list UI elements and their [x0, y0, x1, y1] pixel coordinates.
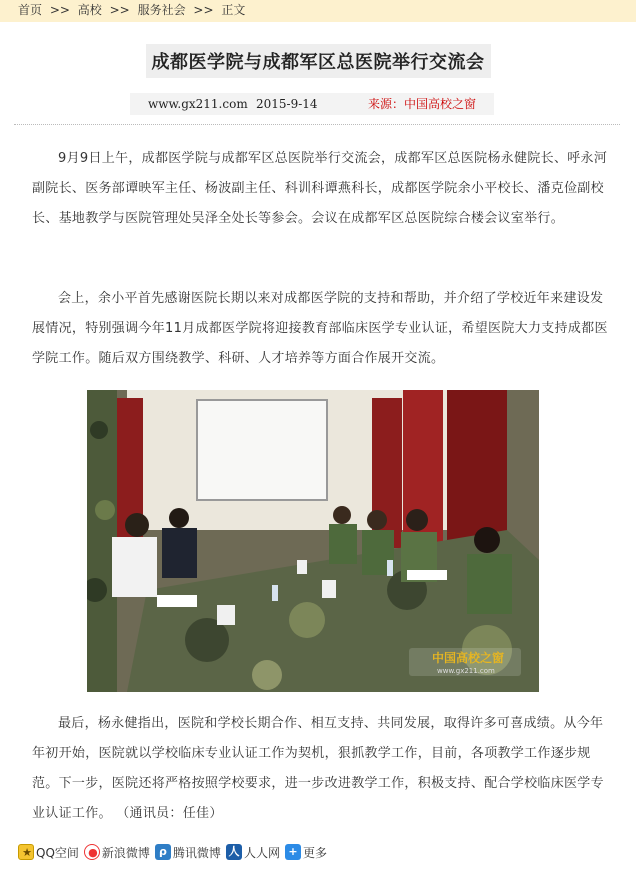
share-bar: [18, 842, 332, 862]
article-paragraph-3: 最后，杨永健指出，医院和学校长期合作、相互支持、共同发展，取得许多可喜成绩。从今年年初开始，医院就以学校临床专业认证工作为契机，狠抓教学工作，目前，各项教学工作逐步规范。下一步，医院还将严格按照学校要求，进一步改进教学工作，积极支持、配合学校临床医学专业认证工作。 （通讯员：任佳）: [32, 716, 604, 821]
qzone-icon: ★: [18, 844, 34, 860]
article-site: www.gx211.com: [148, 97, 248, 111]
article-paragraph-1: 9月9日上午，成都医学院与成都军区总医院举行交流会，成都军区总医院杨永健院长、呼永河副院长、医务部谭映军主任、杨波副主任、科训科谭燕科长，成都医学院余小平校长、潘克俭副校长、基地教学与医院管理处吴泽全处长等参会。会议在成都军区总医院综合楼会议室举行。: [32, 151, 608, 226]
share-label: 腾讯微博: [172, 845, 221, 860]
share-label: 更多: [302, 845, 327, 860]
renren-icon: 人: [226, 844, 242, 860]
sina-weibo-icon: ●: [84, 844, 100, 860]
tencent-weibo-icon: ρ: [155, 844, 171, 860]
more-icon: +: [285, 844, 301, 860]
title-container: [0, 44, 636, 78]
breadcrumb-current: 正文: [221, 3, 246, 17]
meeting-photo-illustration: [87, 390, 539, 692]
breadcrumb: [0, 0, 636, 22]
share-more[interactable]: [285, 844, 327, 861]
breadcrumb-colleges[interactable]: 高校: [77, 3, 102, 17]
share-qzone[interactable]: [18, 844, 79, 861]
share-renren[interactable]: [226, 844, 280, 861]
breadcrumb-social-service[interactable]: 服务社会: [137, 3, 186, 17]
share-tencent-weibo[interactable]: [155, 844, 221, 861]
share-label: QQ空间: [36, 845, 79, 860]
photo-watermark: 中国高校之窗: [432, 651, 505, 665]
article-photo: [87, 390, 539, 692]
article-date: 2015-9-14: [256, 97, 318, 111]
article-source: 来源：中国高校之窗: [368, 97, 477, 111]
share-sina-weibo[interactable]: [84, 844, 150, 861]
breadcrumb-separator: >>: [109, 3, 130, 17]
breadcrumb-separator: >>: [49, 3, 70, 17]
share-label: 人人网: [243, 845, 280, 860]
article-paragraph-2: 会上，余小平首先感谢医院长期以来对成都医学院的支持和帮助，并介绍了学校近年来建设发展情况，特别强调今年11月成都医学院将迎接教育部临床医学专业认证，希望医院大力支持成都医学院工作。随后双方围绕教学、科研、人才培养等方面合作展开交流。: [32, 291, 608, 366]
breadcrumb-home[interactable]: 首页: [18, 3, 43, 17]
divider: [14, 124, 620, 125]
share-label: 新浪微博: [101, 845, 150, 860]
article-meta: [130, 93, 494, 115]
page-title: 成都医学院与成都军区总医院举行交流会: [146, 44, 491, 78]
photo-watermark-url: www.gx211.com: [437, 667, 495, 675]
breadcrumb-separator: >>: [193, 3, 214, 17]
